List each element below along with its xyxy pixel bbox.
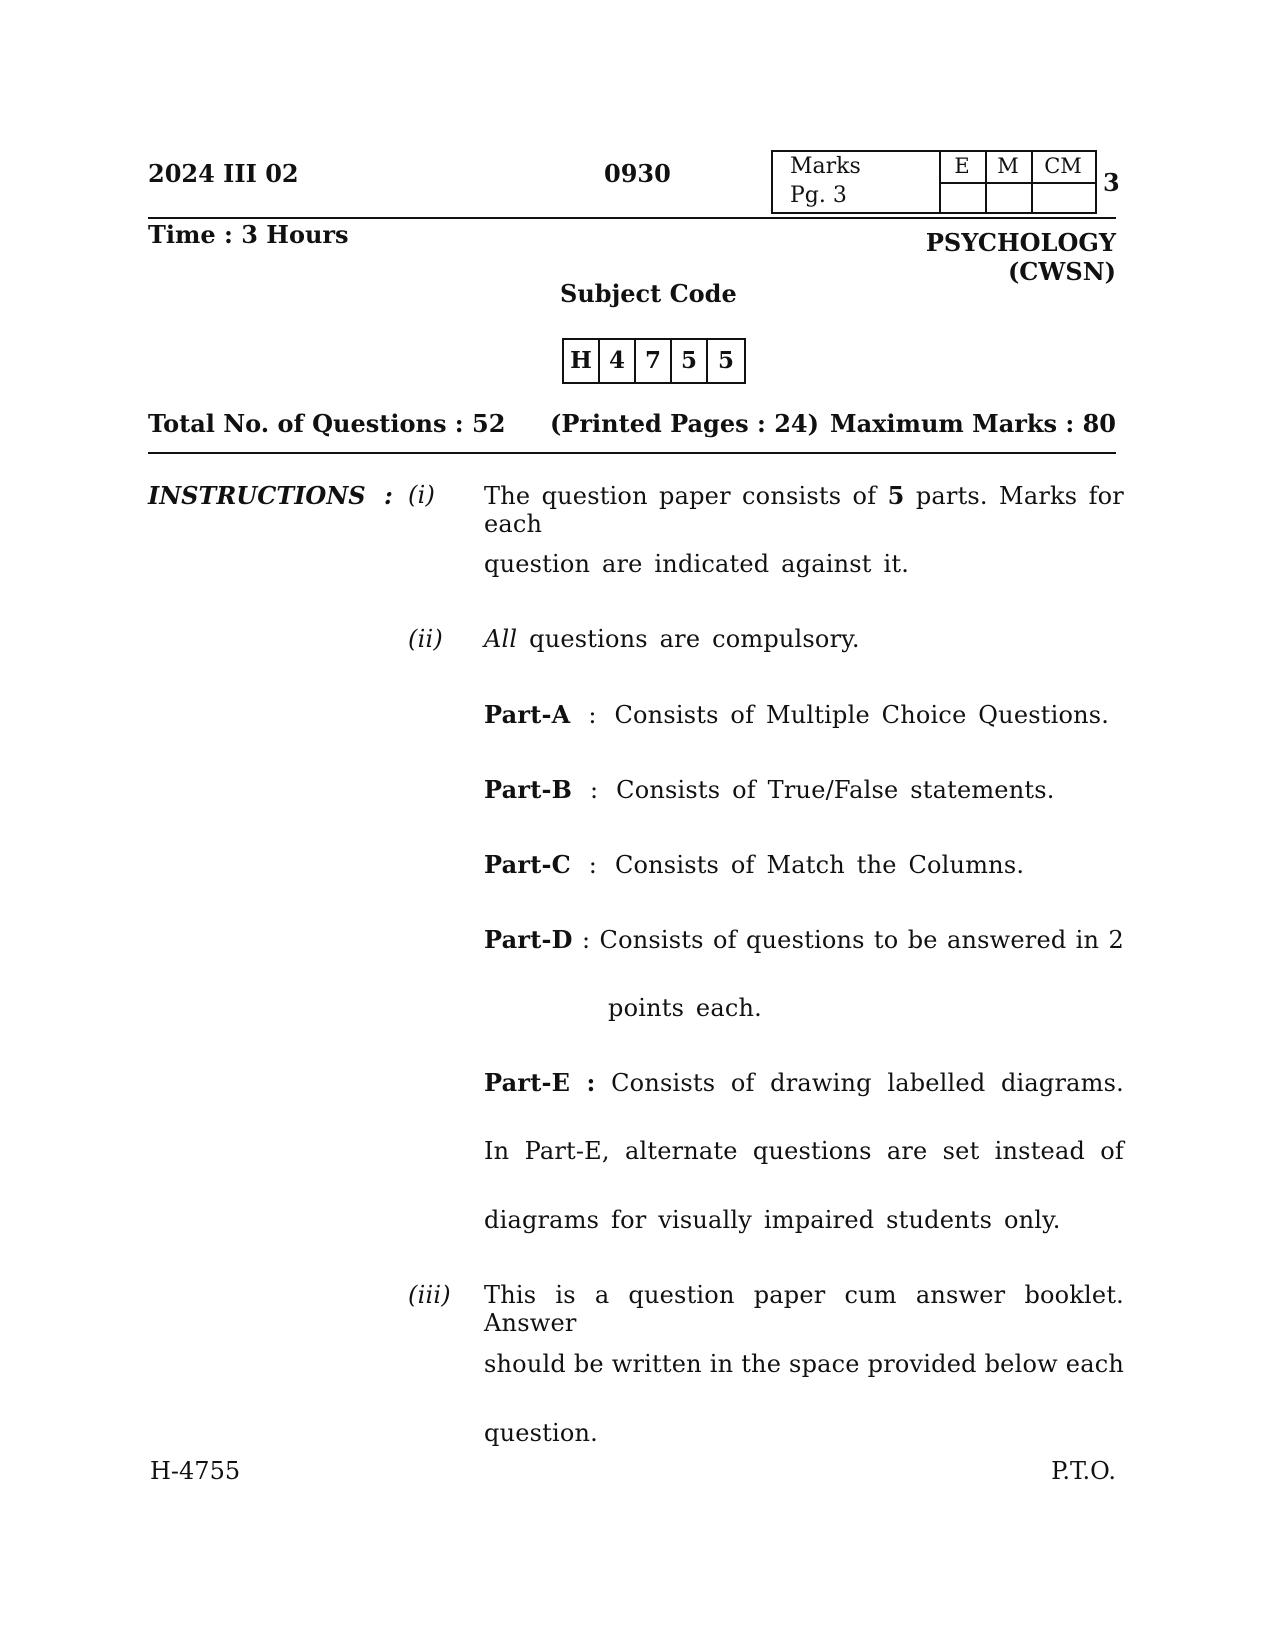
part-label: Part-E :: [484, 1068, 596, 1097]
part-b-line: [484, 775, 1055, 804]
marks-col-e: E: [939, 152, 985, 184]
instruction-i-num: (i): [408, 481, 436, 509]
part-text: Consists of Match the Columns.: [614, 851, 1025, 879]
footer-paper-code: H-4755: [150, 1457, 241, 1485]
instructions-heading: [148, 481, 393, 510]
part-text: Consists of True/False statements.: [616, 776, 1055, 804]
subject-code-char: 7: [636, 340, 672, 382]
marks-col-cm: CM: [1031, 152, 1095, 184]
part-label: Part-B: [484, 775, 573, 804]
part-d-line2: points each.: [608, 994, 762, 1022]
part-sep: :: [589, 776, 599, 804]
instruction-iii-line2: should be written in the space provided below each: [484, 1350, 1124, 1378]
part-label: Part-D: [484, 925, 573, 954]
instruction-iii-line1: This is a question paper cum answer booklet. Answer: [484, 1281, 1124, 1337]
footer-pto: P.T.O.: [1051, 1457, 1116, 1485]
instruction-ii-num: (ii): [408, 625, 443, 653]
part-c-line: [484, 850, 1024, 879]
instruction-i-line1: [484, 481, 1124, 538]
part-label: Part-C: [484, 850, 571, 879]
exam-code: 2024 III 02: [148, 159, 299, 188]
printed-pages: (Printed Pages : 24): [550, 409, 819, 438]
marks-box: [771, 150, 1097, 214]
instruction-number-i: [408, 481, 435, 509]
total-questions: Total No. of Questions : 52: [148, 409, 506, 438]
part-sep: :: [588, 701, 597, 729]
summary-rule: [148, 452, 1116, 454]
instruction-i-text-a: The question paper consists of: [484, 482, 877, 510]
instruction-ii-all: All: [484, 625, 518, 653]
instruction-ii-rest: questions are compulsory.: [529, 625, 860, 653]
part-sep: :: [588, 851, 598, 879]
maximum-marks: Maximum Marks : 80: [830, 409, 1117, 438]
subject-title: PSYCHOLOGY (CWSN): [925, 228, 1116, 286]
part-label: Part-A: [484, 700, 571, 729]
subject-code-char: 5: [717, 347, 734, 374]
instruction-i-text-c: parts. Marks for each: [484, 482, 1124, 538]
subject-code-label: Subject Code: [560, 279, 737, 308]
instruction-iii-num: (iii): [408, 1281, 451, 1309]
instruction-i-line2: question are indicated against it.: [484, 550, 910, 578]
marks-page-label: Pg. 3: [790, 183, 847, 208]
instruction-iii-line3: question.: [484, 1419, 598, 1447]
marks-cell-cm: [1031, 152, 1095, 212]
part-a-line: [484, 700, 1109, 729]
instruction-ii-text: [484, 625, 860, 653]
marks-label: Marks: [790, 154, 861, 179]
part-e-note-line1: In Part-E, alternate questions are set instead of: [484, 1137, 1124, 1165]
marks-label-cell: [773, 152, 941, 212]
part-text: Consists of drawing labelled diagrams.: [611, 1069, 1124, 1097]
part-d-line: [484, 925, 1124, 954]
part-text: Consists of Multiple Choice Questions.: [614, 701, 1110, 729]
instructions-heading-text: INSTRUCTIONS: [148, 481, 366, 510]
part-e-line: [484, 1068, 1124, 1097]
marks-col-m: M: [985, 152, 1031, 184]
header-rule: [148, 217, 1116, 219]
part-e-note-line2: diagrams for visually impaired students only.: [484, 1206, 1061, 1234]
page-number: 3: [1103, 168, 1120, 197]
part-text: Consists of questions to be answered in 2: [599, 926, 1124, 954]
part-sep: :: [581, 926, 591, 954]
subject-code-char: 5: [672, 340, 708, 382]
subject-code-char: H: [564, 340, 600, 382]
subject-code-box: [562, 338, 746, 384]
marks-cell-e: [939, 152, 987, 212]
paper-code: 0930: [604, 159, 671, 188]
time-label: Time : 3 Hours: [148, 220, 349, 249]
marks-cell-m: [985, 152, 1033, 212]
instructions-colon: :: [383, 481, 393, 510]
instruction-i-parts-count: 5: [887, 481, 905, 510]
subject-code-char: 4: [600, 340, 636, 382]
